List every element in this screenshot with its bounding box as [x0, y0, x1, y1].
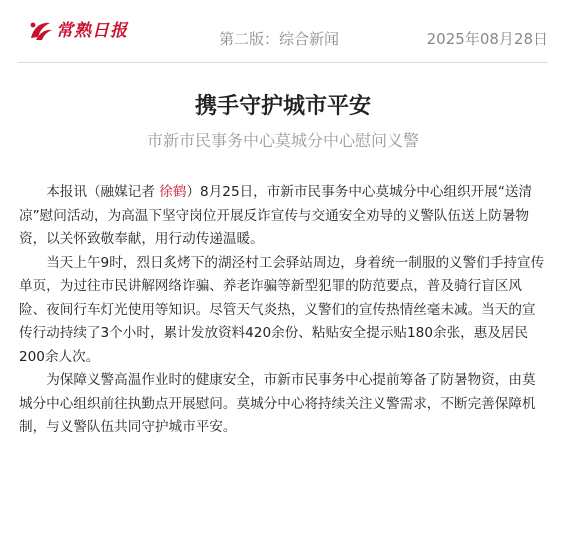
paragraph-1-text: ）8月25日，市新市民事务中心莫城分中心组织开展“送清凉”慰问活动，为高温下坚守岗位开展反诈宣传与交通安全劝导的义警队伍送上防暑物资，以关怀致敬奉献，用行动传递温暖。 [19, 184, 533, 247]
publish-date: 2025年08月28日 [426, 30, 548, 48]
article-paragraph-2: 当天上午9时，烈日炙烤下的湖泾村工会驿站周边，身着统一制服的义警们手持宣传单页，为过往市民讲解网络诈骗、养老诈骗等新型犯罪的防范要点，普及骑行盲区风险、夜间行车灯光使用等知识。尽管天气炎热，义警们的宣传热情丝毫未减。当天的宣传行动持续了3个小时，累计发放资料420余份、粘贴安全提示贴180余张，惠及居民200余人次。 [19, 254, 545, 365]
page-header [0, 0, 566, 62]
article-subtitle: 市新市民事务中心莫城分中心慰问义警 [146, 131, 419, 150]
article-paragraph-1 [19, 181, 549, 252]
newspaper-logo[interactable] [28, 16, 128, 46]
edition-label: 第二版：综合新闻 [219, 30, 340, 48]
article-paragraph-3: 为保障义警高温作业时的健康安全，市新市民事务中心提前筹备了防暑物资，由莫城分中心组织前往执勤点开展慰问。莫城分中心将持续关注义警需求，不断完善保障机制，与义警队伍共同守护城市平安。 [19, 372, 536, 435]
article-title: 携手守护城市平安 [194, 94, 371, 119]
article-body [19, 181, 549, 440]
newspaper-logo-icon [28, 18, 54, 44]
newspaper-logo-text: 常熟日报 [56, 21, 128, 41]
reporter-name: 徐鹤 [159, 184, 187, 200]
byline-prefix: 本报讯（融媒记者 [46, 184, 160, 200]
header-divider [18, 62, 548, 63]
